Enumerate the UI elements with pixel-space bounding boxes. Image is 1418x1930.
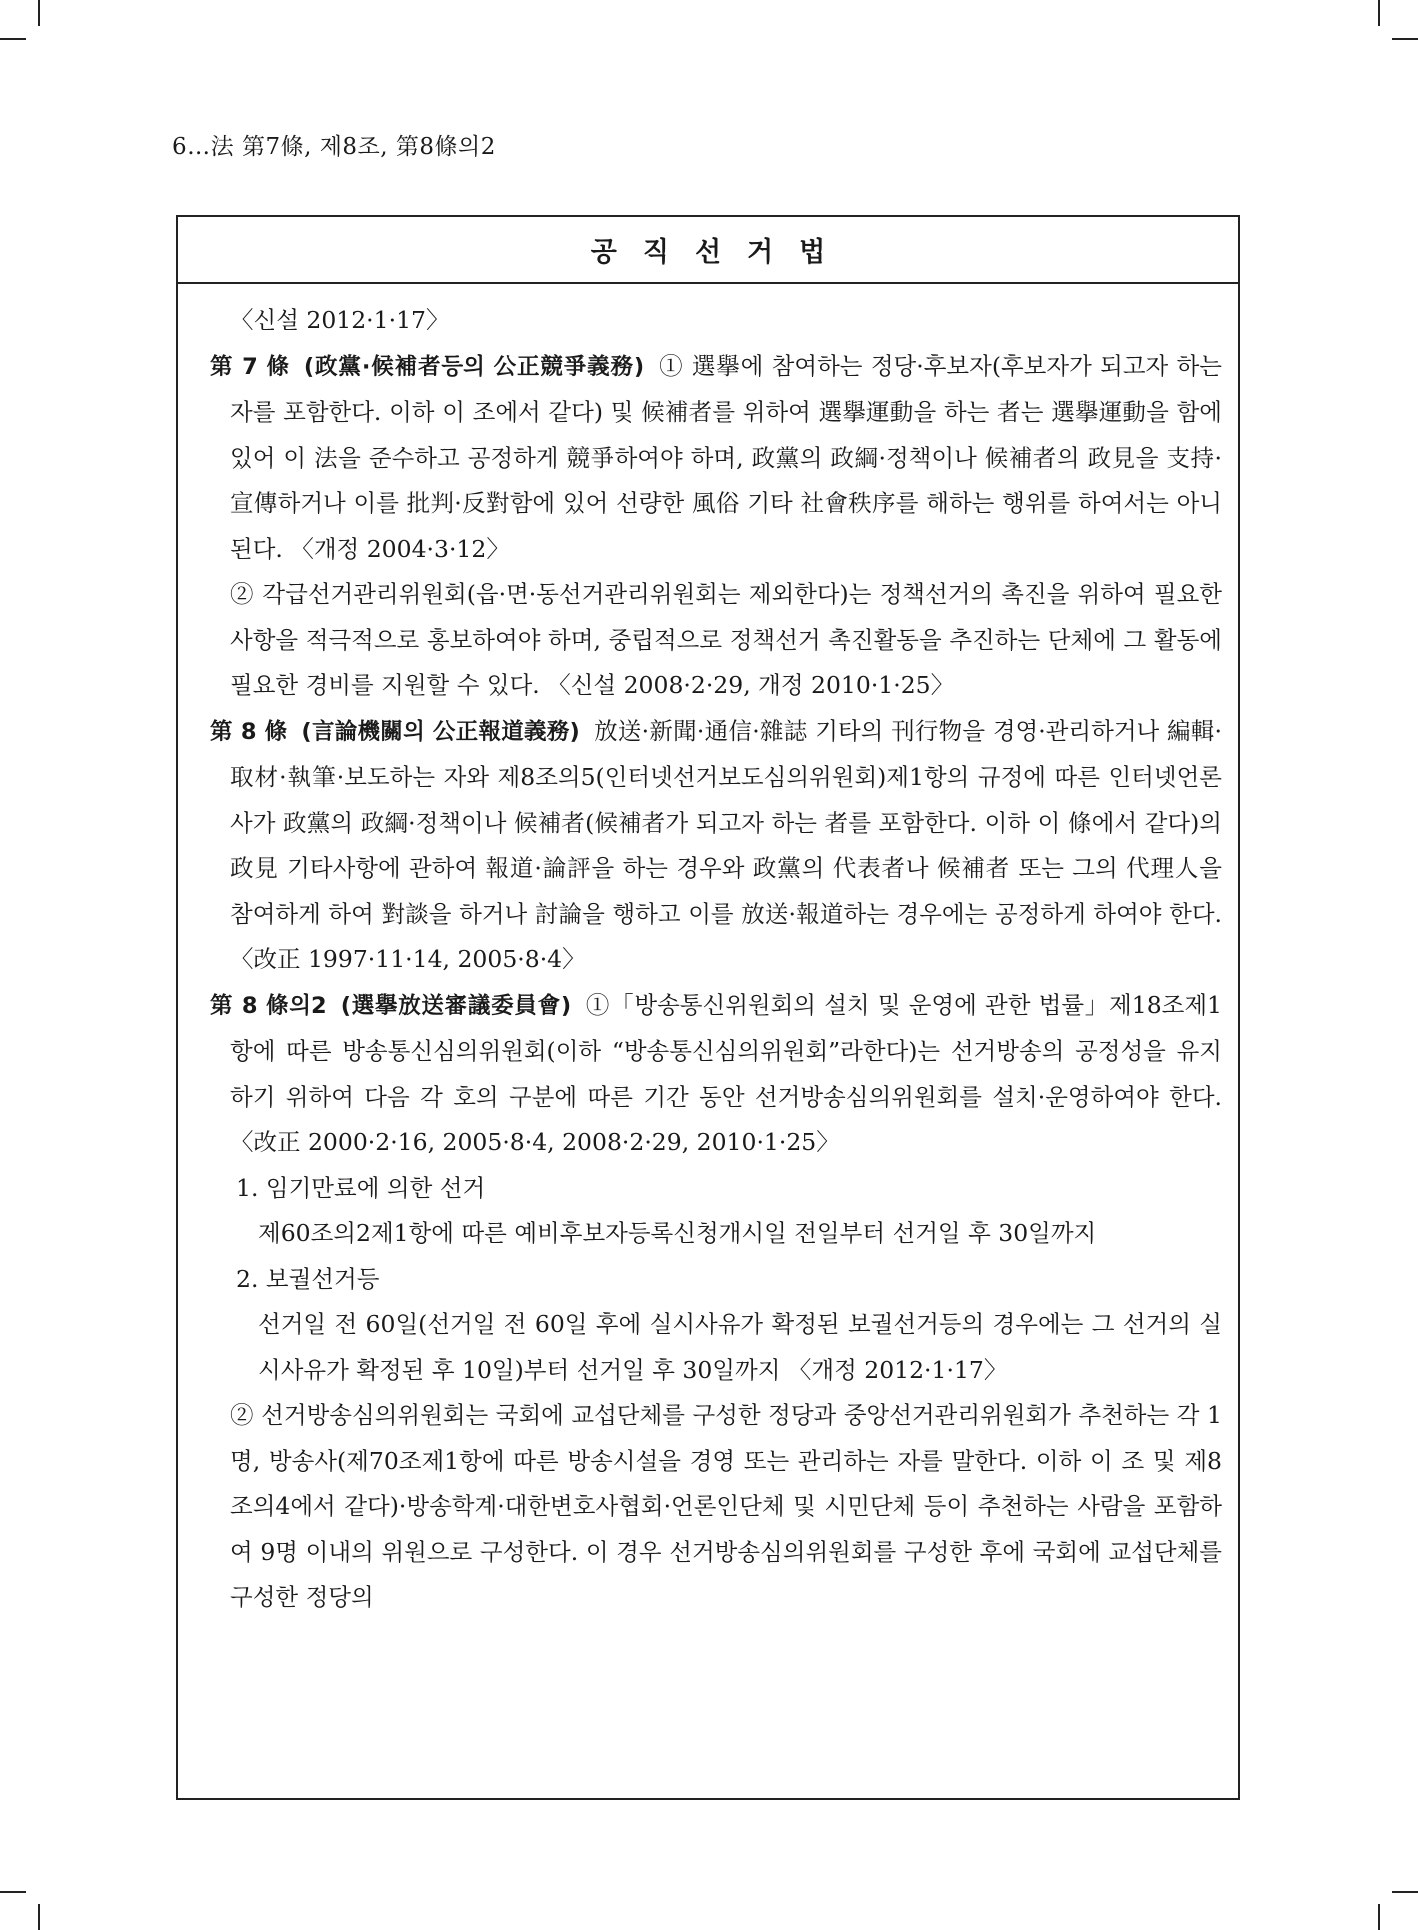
- article-label: 第 8 條의2: [210, 992, 327, 1019]
- crop-mark: [1392, 38, 1418, 40]
- article-label: 第 7 條: [210, 353, 290, 380]
- subitem-1-desc: [198, 1211, 1222, 1257]
- paragraph-text: 〈신설 2012·1·17〉: [230, 306, 450, 334]
- amendment-note: [198, 298, 1222, 344]
- article-title: (政黨·候補者등의 公正競爭義務): [303, 353, 645, 380]
- paragraph-text: 2. 보궐선거등: [236, 1264, 380, 1293]
- crop-mark: [0, 38, 26, 40]
- body-text: [178, 284, 1238, 1621]
- article-title: (言論機關의 公正報道義務): [301, 718, 580, 745]
- content-frame: [176, 215, 1240, 1800]
- crop-mark: [38, 0, 40, 26]
- article-7: [198, 344, 1222, 573]
- crop-mark: [38, 1904, 40, 1930]
- crop-mark: [0, 1891, 26, 1893]
- article-title: (選擧放送審議委員會): [340, 992, 572, 1019]
- subitem-2-desc: [198, 1302, 1222, 1393]
- article-7-clause-2: [198, 572, 1222, 709]
- article-8: [198, 709, 1222, 983]
- paragraph-text: 放送·新聞·通信·雜誌 기타의 刊行物을 경영·관리하거나 編輯·取材·執筆·보도하는 자와 제8조의5(인터넷선거보도심의위원회)제1항의 규정에 따른 인터넷언론사가 政黨의 政綱·정책이나 候補者(候補者가 되고자 하는 者를 포함한다. 이하 이 條에서 같다)의 政見 기타사항에 관하여 報道·論評을 하는 경우와 政黨의 代表者나 候補者 또는 그의 代理人을 참여하게 하여 對談을 하거나 討論을 행하고 이를 放送·報道하는 경우에는 공정하게 하여야 한다. 〈改正 1997·11·14, 2005·8·4〉: [230, 716, 1222, 973]
- article-label: 第 8 條: [210, 718, 288, 745]
- article-8-2: [198, 983, 1222, 1166]
- crop-mark: [1378, 0, 1380, 26]
- paragraph-text: 제60조의2제1항에 따른 예비후보자등록신청개시일 전일부터 선거일 후 30일까지: [258, 1219, 1097, 1247]
- frame-title: 공직선거법: [178, 217, 1238, 284]
- crop-mark: [1378, 1904, 1380, 1930]
- subitem-2: [198, 1257, 1222, 1303]
- paragraph-text: ② 각급선거관리위원회(읍·면·동선거관리위원회는 제외한다)는 정책선거의 촉진을 위하여 필요한 사항을 적극적으로 홍보하여야 하며, 중립적으로 정책선거 촉진활동을 추진하는 단체에 그 활동에 필요한 경비를 지원할 수 있다. 〈신설 2008·2·29, 개정 2010·1·25〉: [230, 580, 1222, 699]
- running-head: 6…法 第7條, 제8조, 第8條의2: [172, 134, 496, 160]
- crop-mark: [1392, 1891, 1418, 1893]
- paragraph-text: ①「방송통신위원회의 설치 및 운영에 관한 법률」제18조제1항에 따른 방송통신심의위원회(이하 “방송통신심의위원회”라한다)는 선거방송의 공정성을 유지하기 위하여 다음 각 호의 구분에 따른 기간 동안 선거방송심의위원회를 설치·운영하여야 한다. 〈改正 2000·2·16, 2005·8·4, 2008·2·29, 2010·1·25〉: [230, 990, 1222, 1156]
- paragraph-text: 선거일 전 60일(선거일 전 60일 후에 실시사유가 확정된 보궐선거등의 경우에는 그 선거의 실시사유가 확정된 후 10일)부터 선거일 후 30일까지 〈개정 2012·1·17〉: [258, 1310, 1222, 1384]
- paragraph-text: ② 선거방송심의위원회는 국회에 교섭단체를 구성한 정당과 중앙선거관리위원회가 추천하는 각 1명, 방송사(제70조제1항에 따른 방송시설을 경영 또는 관리하는 자를 말한다. 이하 이 조 및 제8조의4에서 같다)·방송학계·대한변호사협회·언론인단체 및 시민단체 등이 추천하는 사람을 포함하여 9명 이내의 위원으로 구성한다. 이 경우 선거방송심의위원회를 구성한 후에 국회에 교섭단체를 구성한 정당의: [230, 1401, 1222, 1611]
- subitem-1: [198, 1166, 1222, 1212]
- paragraph-text: 1. 임기만료에 의한 선거: [236, 1173, 486, 1202]
- article-8-2-clause-2: [198, 1393, 1222, 1621]
- paragraph-text: ① 選擧에 참여하는 정당·후보자(후보자가 되고자 하는 자를 포함한다. 이하 이 조에서 같다) 및 候補者를 위하여 選擧運動을 하는 者는 選擧運動을 함에 있어 이 法을 준수하고 공정하게 競爭하여야 하며, 政黨의 政綱·정책이나 候補者의 政見을 支持·宣傳하거나 이를 批判·反對함에 있어 선량한 風俗 기타 社會秩序를 해하는 행위를 하여서는 아니된다. 〈개정 2004·3·12〉: [230, 351, 1223, 563]
